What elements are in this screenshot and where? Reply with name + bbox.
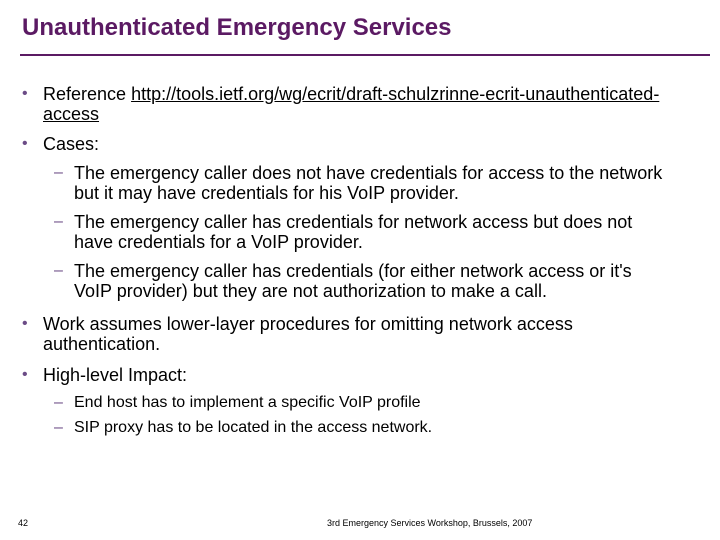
impact-item — [54, 394, 674, 412]
bullet-icon: • — [22, 85, 28, 102]
work-text: Work assumes lower-layer procedures for omitting network access authentication. — [43, 314, 573, 354]
case-text: The emergency caller does not have credentials for access to the network but it may have credentials for his VoIP provider. — [74, 163, 663, 203]
dash-icon: – — [54, 213, 63, 230]
slide-number: 42 — [18, 518, 29, 528]
bullet-impact — [22, 365, 663, 385]
reference-prefix: Reference — [43, 84, 132, 104]
footer-text: 3rd Emergency Services Workshop, Brussels, 2007 — [327, 518, 533, 528]
cases-label: Cases: — [43, 134, 100, 154]
title-divider — [20, 54, 710, 56]
impact-item — [54, 419, 674, 437]
dash-icon: – — [54, 262, 63, 279]
bullet-work — [22, 314, 663, 354]
case-item — [54, 212, 674, 252]
dash-icon: – — [54, 394, 63, 411]
reference-link[interactable]: http://tools.ietf.org/wg/ecrit/draft-schulzrinne-ecrit-unauthenticated-access — [43, 84, 660, 124]
bullet-icon: • — [22, 315, 28, 332]
impact-text: End host has to implement a specific VoIP profile — [74, 394, 421, 411]
bullet-icon: • — [22, 366, 28, 383]
bullet-reference — [22, 84, 663, 124]
case-item — [54, 163, 674, 203]
impact-label: High-level Impact: — [43, 365, 188, 385]
case-item — [54, 261, 674, 301]
case-text: The emergency caller has credentials (for either network access or it's VoIP provider) but they are not authorization to make a call. — [74, 261, 632, 301]
bullet-cases — [22, 134, 663, 154]
dash-icon: – — [54, 164, 63, 181]
bullet-icon: • — [22, 135, 28, 152]
slide-title: Unauthenticated Emergency Services — [22, 14, 452, 41]
impact-text: SIP proxy has to be located in the access network. — [74, 419, 433, 436]
dash-icon: – — [54, 419, 63, 436]
case-text: The emergency caller has credentials for network access but does not have credentials for a VoIP provider. — [74, 212, 633, 252]
